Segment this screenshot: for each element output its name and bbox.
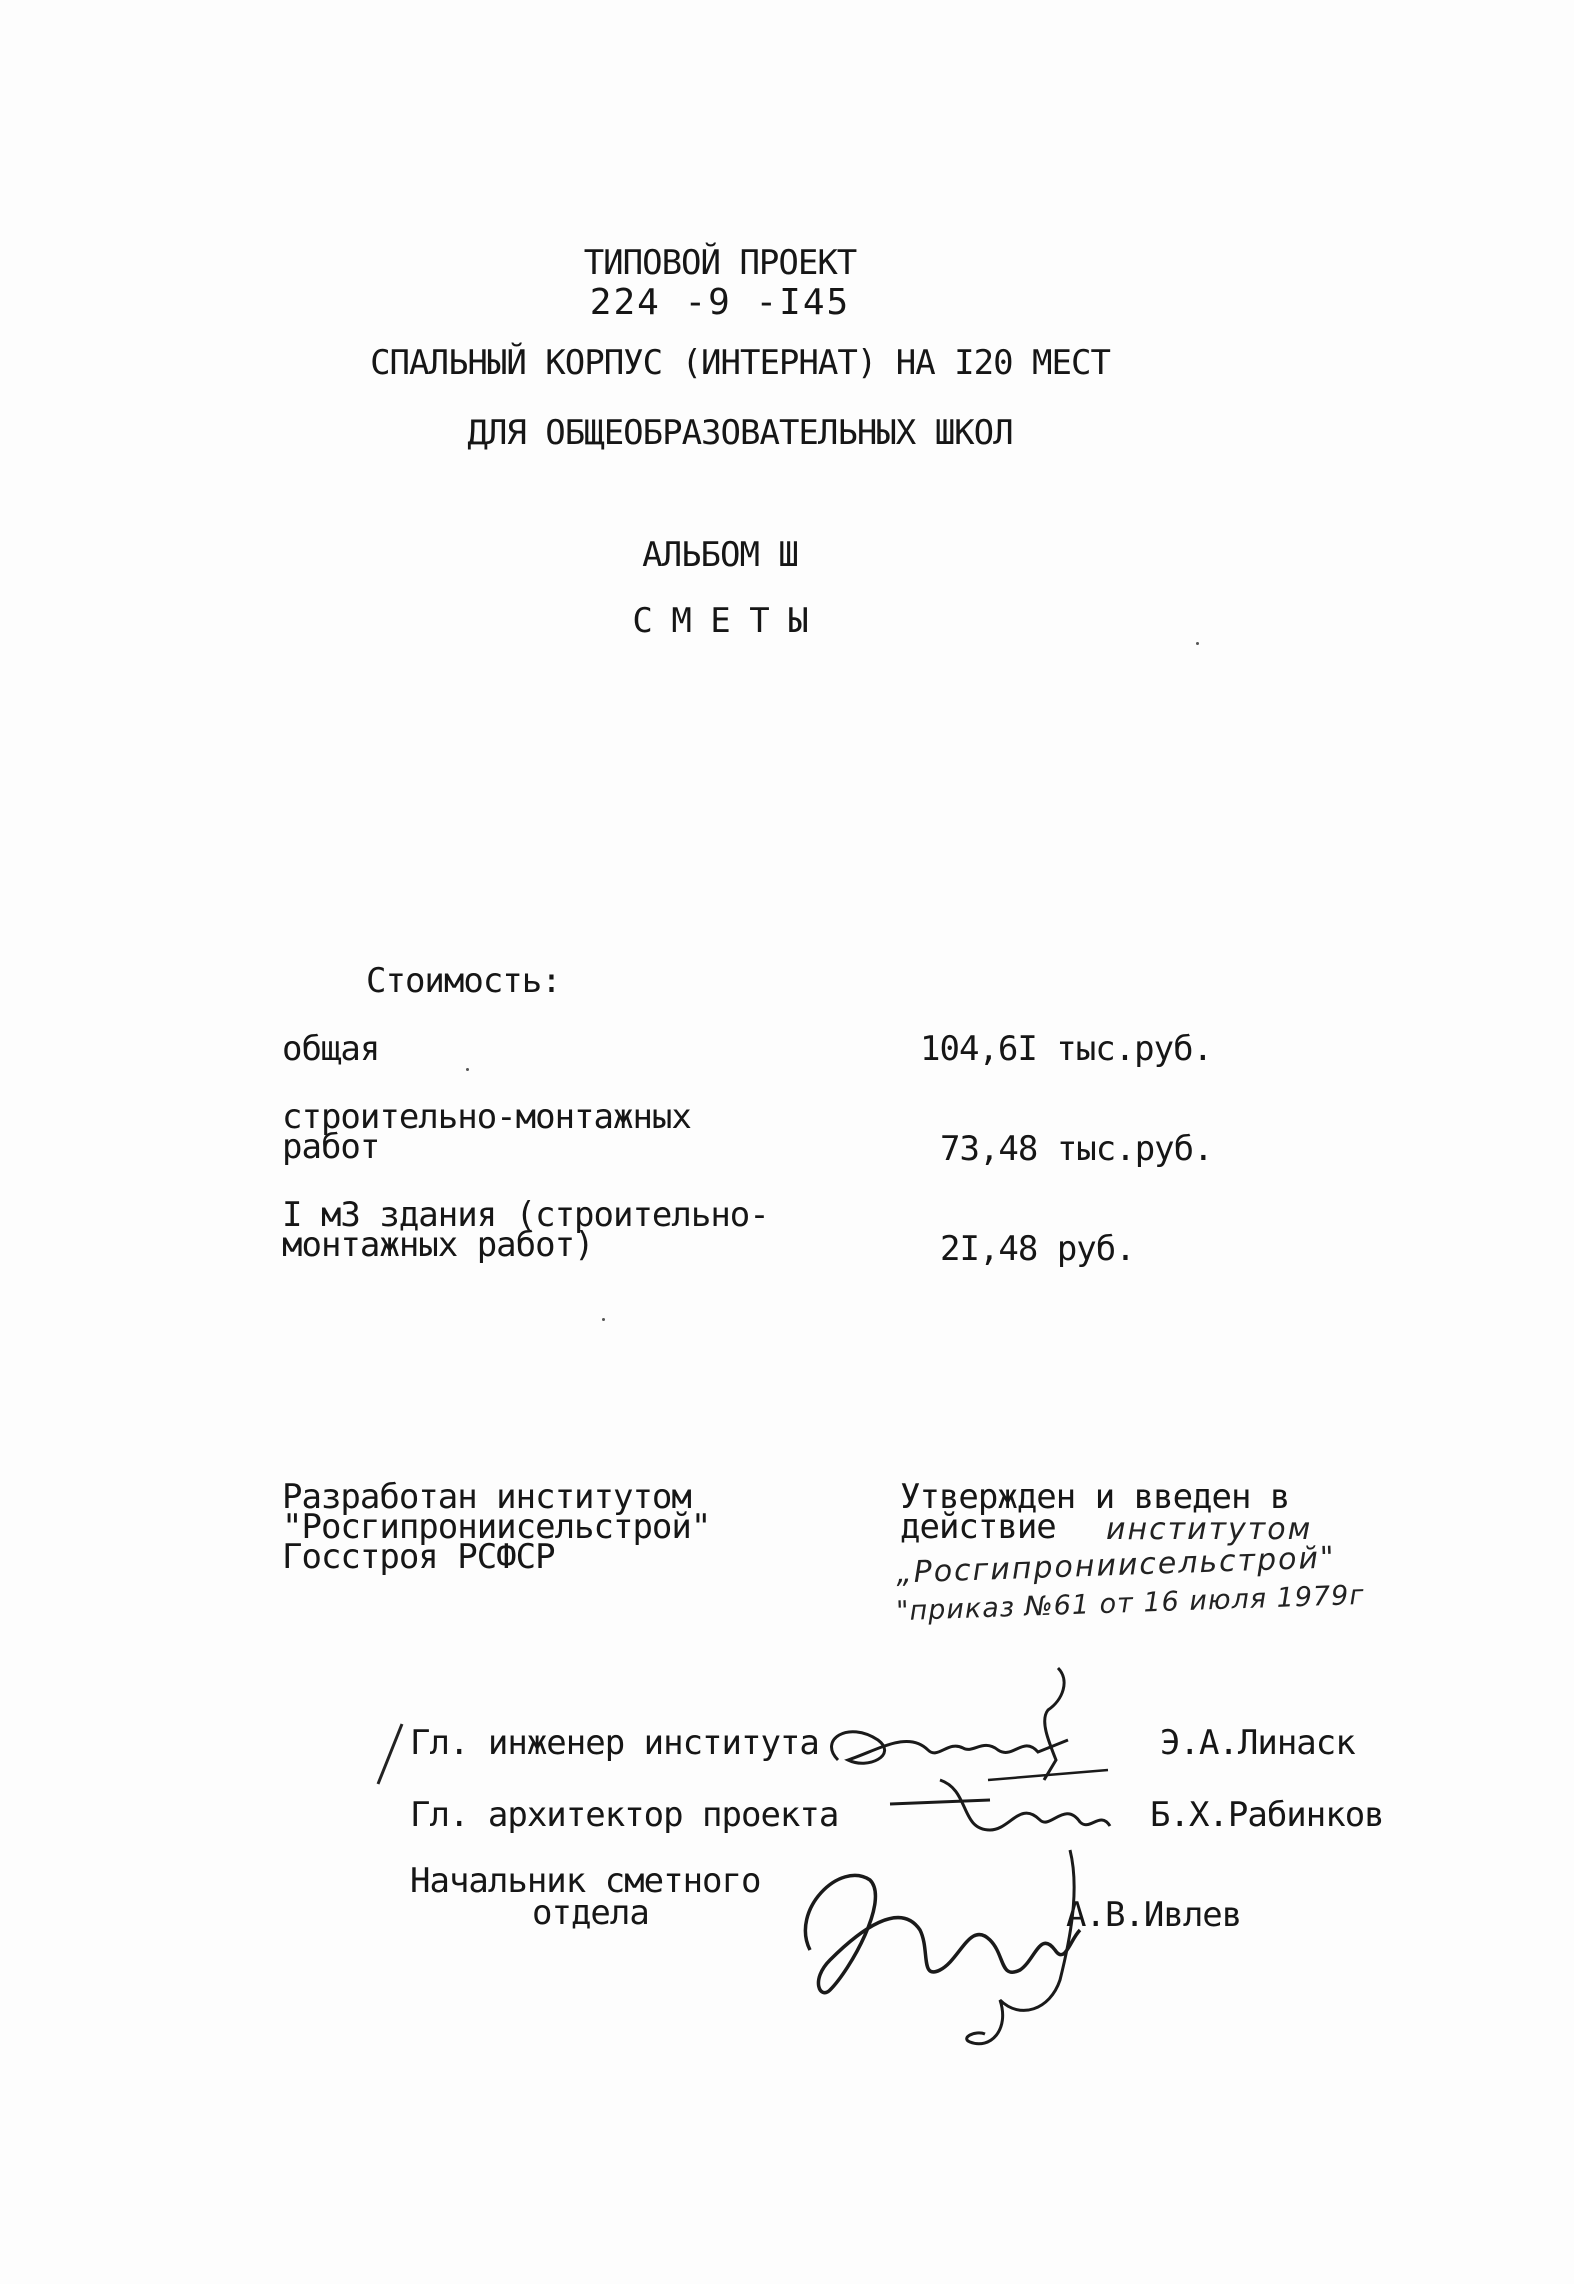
- approval-line-3-handwritten: „Росгипрониисельстрой": [895, 1540, 1337, 1591]
- cost-heading: Стоимость:: [366, 961, 561, 1001]
- album-label: АЛЬБОМ Ш: [642, 535, 798, 575]
- project-label: ТИПОВОЙ ПРОЕКТ: [583, 243, 857, 283]
- margin-check-mark: [372, 1720, 412, 1790]
- cost-row-total-value: 104,6I тыс.руб.: [920, 1029, 1213, 1069]
- scan-speck: [1196, 642, 1199, 645]
- cost-row-total-label: общая: [282, 1029, 380, 1069]
- approval-line-2-handwritten: институтом: [1106, 1512, 1313, 1547]
- signatory-3-role-line-1: Начальник сметного: [410, 1861, 761, 1901]
- cost-row-per-m3-label-2: монтажных работ): [282, 1225, 594, 1265]
- document-title-line1: СПАЛЬНЫЙ КОРПУС (ИНТЕРНАТ) НА I20 МЕСТ: [370, 343, 1110, 383]
- approval-line-4-handwritten: "приказ №61 от 16 июля 1979г: [895, 1579, 1366, 1628]
- cost-row-construction-label-2: работ: [282, 1127, 380, 1167]
- signatory-3-name: А.В.Ивлев: [1066, 1895, 1242, 1935]
- cost-row-construction-value: 73,48 тыс.руб.: [940, 1129, 1213, 1169]
- document-title-line2: ДЛЯ ОБЩЕОБРАЗОВАТЕЛЬНЫХ ШКОЛ: [467, 413, 1013, 453]
- section-title: С М Е Т Ы: [632, 601, 808, 641]
- project-number: 224 -9 -I45: [589, 282, 851, 323]
- cost-row-per-m3-value: 2I,48 руб.: [940, 1229, 1135, 1269]
- developer-line-1: Разработан институтом: [282, 1477, 691, 1517]
- developer-line-3: Госстроя РСФСР: [282, 1537, 555, 1577]
- signatory-1-role: Гл. инженер института: [410, 1723, 819, 1763]
- signature-estimates-head: [770, 1820, 1110, 2060]
- approval-line-2-typed: действие: [900, 1507, 1056, 1547]
- cost-row-construction-label-1: строительно-монтажных: [282, 1097, 691, 1137]
- signatory-1-name: Э.А.Линаск: [1160, 1723, 1355, 1763]
- developer-line-2: "Росгипрониисельстрой": [282, 1507, 711, 1547]
- signatory-3-role-line-2: отдела: [532, 1893, 649, 1933]
- signatory-2-name: Б.Х.Рабинков: [1150, 1795, 1384, 1835]
- cost-row-per-m3-label-1: I м3 здания (строительно-: [282, 1195, 769, 1235]
- signatory-2-role: Гл. архитектор проекта: [410, 1795, 839, 1835]
- scan-speck: [466, 1068, 469, 1071]
- scan-speck: [602, 1318, 605, 1321]
- approval-line-1: Утвержден и введен в: [900, 1477, 1290, 1517]
